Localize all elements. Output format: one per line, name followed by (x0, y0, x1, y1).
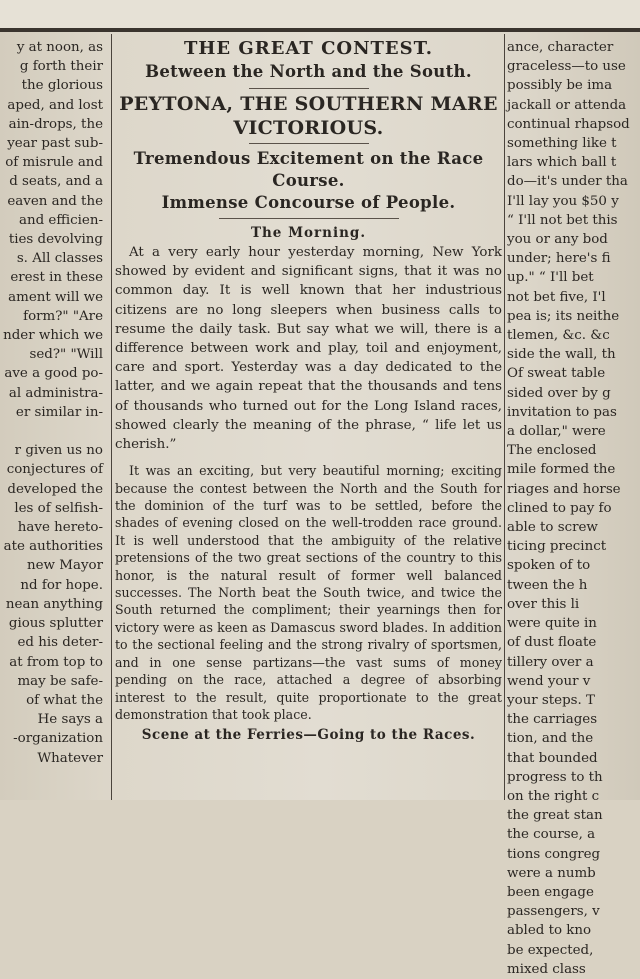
masthead-rule (0, 28, 640, 32)
divider-rule (249, 143, 369, 144)
left-column-line: y at noon, as (16, 40, 103, 55)
left-column-line: eaven and the (7, 193, 103, 209)
left-column-line: erest in these (10, 270, 103, 286)
left-column (0, 38, 103, 768)
left-column-line: nean anything (5, 596, 103, 612)
left-column-line: He says a (37, 712, 103, 728)
headline-concourse: Immense Concourse of People. (161, 193, 456, 212)
main-article (115, 38, 502, 745)
left-column-line: the glorious (21, 78, 103, 94)
right-column-line: not bet five, I'l (507, 289, 606, 305)
right-column-line: progress to th (507, 769, 603, 785)
right-column-line: tillery over a (507, 654, 594, 670)
right-column-line: the carriages (507, 712, 598, 728)
left-column-line: er similar in- (15, 404, 103, 420)
right-column-line: lars which ball t (507, 155, 617, 171)
right-column-line: be expected, (507, 942, 594, 958)
right-column-line: up." “ I'll bet (507, 270, 594, 286)
right-column-line: tions congreg (507, 846, 601, 862)
right-column-line: riages and horse (507, 481, 621, 497)
right-column-line: tlemen, &c. &c (507, 328, 610, 344)
right-column-line: the course, a (507, 827, 596, 843)
left-column-line: al administra- (8, 385, 103, 401)
left-column-line: of misrule and (5, 155, 103, 171)
left-column-line: ed his deter- (17, 635, 103, 651)
left-column-line: gious splutter (8, 616, 103, 632)
article-paragraph-2: It was an exciting, but very beautiful morning; exciting because the contest between the North and the South for the dominion of the turf was to be settled, before the shades of evening closed on the well-trodden race ground. It is well understood that the ambiguity of the relative pretensions of the two great sections of the country to this honor, is the natural result of former well balanced successes. The North beat the South twice, and twice the South returned the compliment; their yearnings then for victory were as keen as Damascus sword blades. In addition to the sectional feeling and the strong rivalry of sportsmen, and in one sense partizans—the vast sums of money pending on the race, attached a degree of absorbing interest to the result, quite proportionate to the great demonstration that took place. (115, 463, 502, 722)
right-column-line: possibly be ima (507, 78, 613, 94)
divider-rule (219, 218, 399, 219)
left-column-line: ties devolving (8, 232, 103, 248)
left-column-line: new Mayor (27, 558, 103, 574)
headline-north-south: Between the North and the South. (145, 62, 472, 81)
right-column-line: The enclosed (507, 443, 597, 459)
left-column-line: developed the (7, 481, 103, 497)
right-column-line: able to screw (507, 520, 598, 536)
left-column-line: ate authorities (3, 539, 103, 555)
right-column-line: on the right c (507, 788, 600, 804)
left-column-line: d seats, and a (9, 174, 103, 190)
left-column-line: ave a good po- (4, 366, 103, 382)
left-column-line: and efficien- (18, 212, 103, 228)
right-column-line: that bounded (507, 750, 598, 766)
right-column-line: wend your v (507, 673, 591, 689)
right-column-line: something like t (507, 136, 617, 152)
left-column-line: g forth their (19, 59, 103, 75)
left-column-line: conjectures of (6, 462, 103, 478)
right-column-line: you or any bod (507, 232, 608, 248)
right-column-line: ance, character (507, 40, 614, 55)
headline-great-contest: THE GREAT CONTEST. (184, 38, 433, 59)
left-column-line: s. All classes (16, 251, 103, 267)
subhead-morning: The Morning. (250, 225, 367, 241)
right-column (507, 38, 640, 979)
page-top-margin (0, 0, 640, 30)
left-column-line: sed?" "Will (29, 347, 103, 363)
headline-peytona: PEYTONA, THE SOUTHERN MARE (119, 93, 498, 115)
right-column-line: spoken of to (507, 558, 591, 574)
left-column-line: Whatever (37, 750, 103, 766)
right-column-line: continual rhapsod (507, 116, 630, 132)
right-column-line: jackall or attenda (507, 97, 627, 113)
right-column-line: under; here's fi (507, 251, 611, 267)
right-column-line: sided over by g (507, 385, 611, 401)
right-column-line: graceless—to use (507, 59, 626, 75)
right-column-line: a dollar," were (507, 424, 606, 440)
left-column-line: aped, and lost (7, 97, 103, 113)
right-column-line: were quite in (507, 616, 597, 632)
right-column-line: invitation to pas (507, 404, 617, 420)
subhead-ferries: Scene at the Ferries—Going to the Races. (141, 727, 476, 744)
left-column-line: ain-drops, the (8, 116, 103, 132)
right-column-line: I'll lay you $50 y (507, 193, 619, 209)
right-column-line: were a numb (507, 865, 596, 881)
left-column-line: ament will we (8, 289, 103, 305)
left-column-line: year past sub- (7, 136, 103, 152)
left-column-line: have hereto- (17, 520, 103, 536)
paragraph-gap (115, 454, 502, 462)
right-column-line: tween the h (507, 577, 588, 593)
left-column-line (0, 422, 103, 441)
left-column-line: may be safe- (17, 673, 103, 689)
right-column-line: of dust floate (507, 635, 597, 651)
right-column-line: tion, and the (507, 731, 594, 747)
headline-excitement: Tremendous Excitement on the Race Course. (133, 149, 484, 190)
left-column-line: form?" "Are (23, 308, 103, 324)
right-column-line: clined to pay fo (507, 500, 612, 516)
right-column-line: mile formed the (507, 462, 616, 478)
right-column-line: passengers, v (507, 904, 600, 920)
left-column-line: of what the (26, 692, 103, 708)
column-rule-left (111, 34, 112, 800)
right-column-line: been engage (507, 884, 594, 900)
right-column-line: ticing precinct (507, 539, 607, 555)
headline-victorious: VICTORIOUS. (233, 117, 384, 139)
right-column-line: do—it's under tha (507, 174, 628, 190)
right-column-line: abled to kno (507, 923, 592, 939)
right-column-line: Of sweat table (507, 366, 606, 382)
left-column-line: les of selfish- (14, 500, 103, 516)
left-column-line: nd for hope. (20, 577, 103, 593)
right-column-line: side the wall, th (507, 347, 616, 363)
right-column-line: pea is; its neithe (507, 308, 620, 324)
right-column-line: the great stan (507, 808, 603, 824)
left-column-line: at from top to (9, 654, 103, 670)
column-rule-right (504, 34, 505, 800)
divider-rule (249, 88, 369, 89)
right-column-line: your steps. T (507, 692, 595, 708)
article-paragraph-1: At a very early hour yesterday morning, New York showed by evident and significant signs, that it was no common day. It is well known that her industrious citizens are no long sleepers when business calls to resume the daily task. But say what we will, there is a difference between work and play, toil and enjoyment, care and sport. Yesterday was a day dedicated to the latter, and we again repeat that the thousands and tens of thousands who turned out for the Long Island races, showed clearly the meaning of the phrase, “ life let us cherish.” (115, 245, 502, 453)
right-column-line: “ I'll not bet this (507, 212, 618, 228)
right-column-line: over this li (507, 596, 580, 612)
left-column-line: nder which we (3, 328, 103, 344)
right-column-line: mixed class (507, 961, 586, 977)
left-column-line: -organization (13, 731, 103, 747)
left-column-line: r given us no (14, 443, 103, 459)
